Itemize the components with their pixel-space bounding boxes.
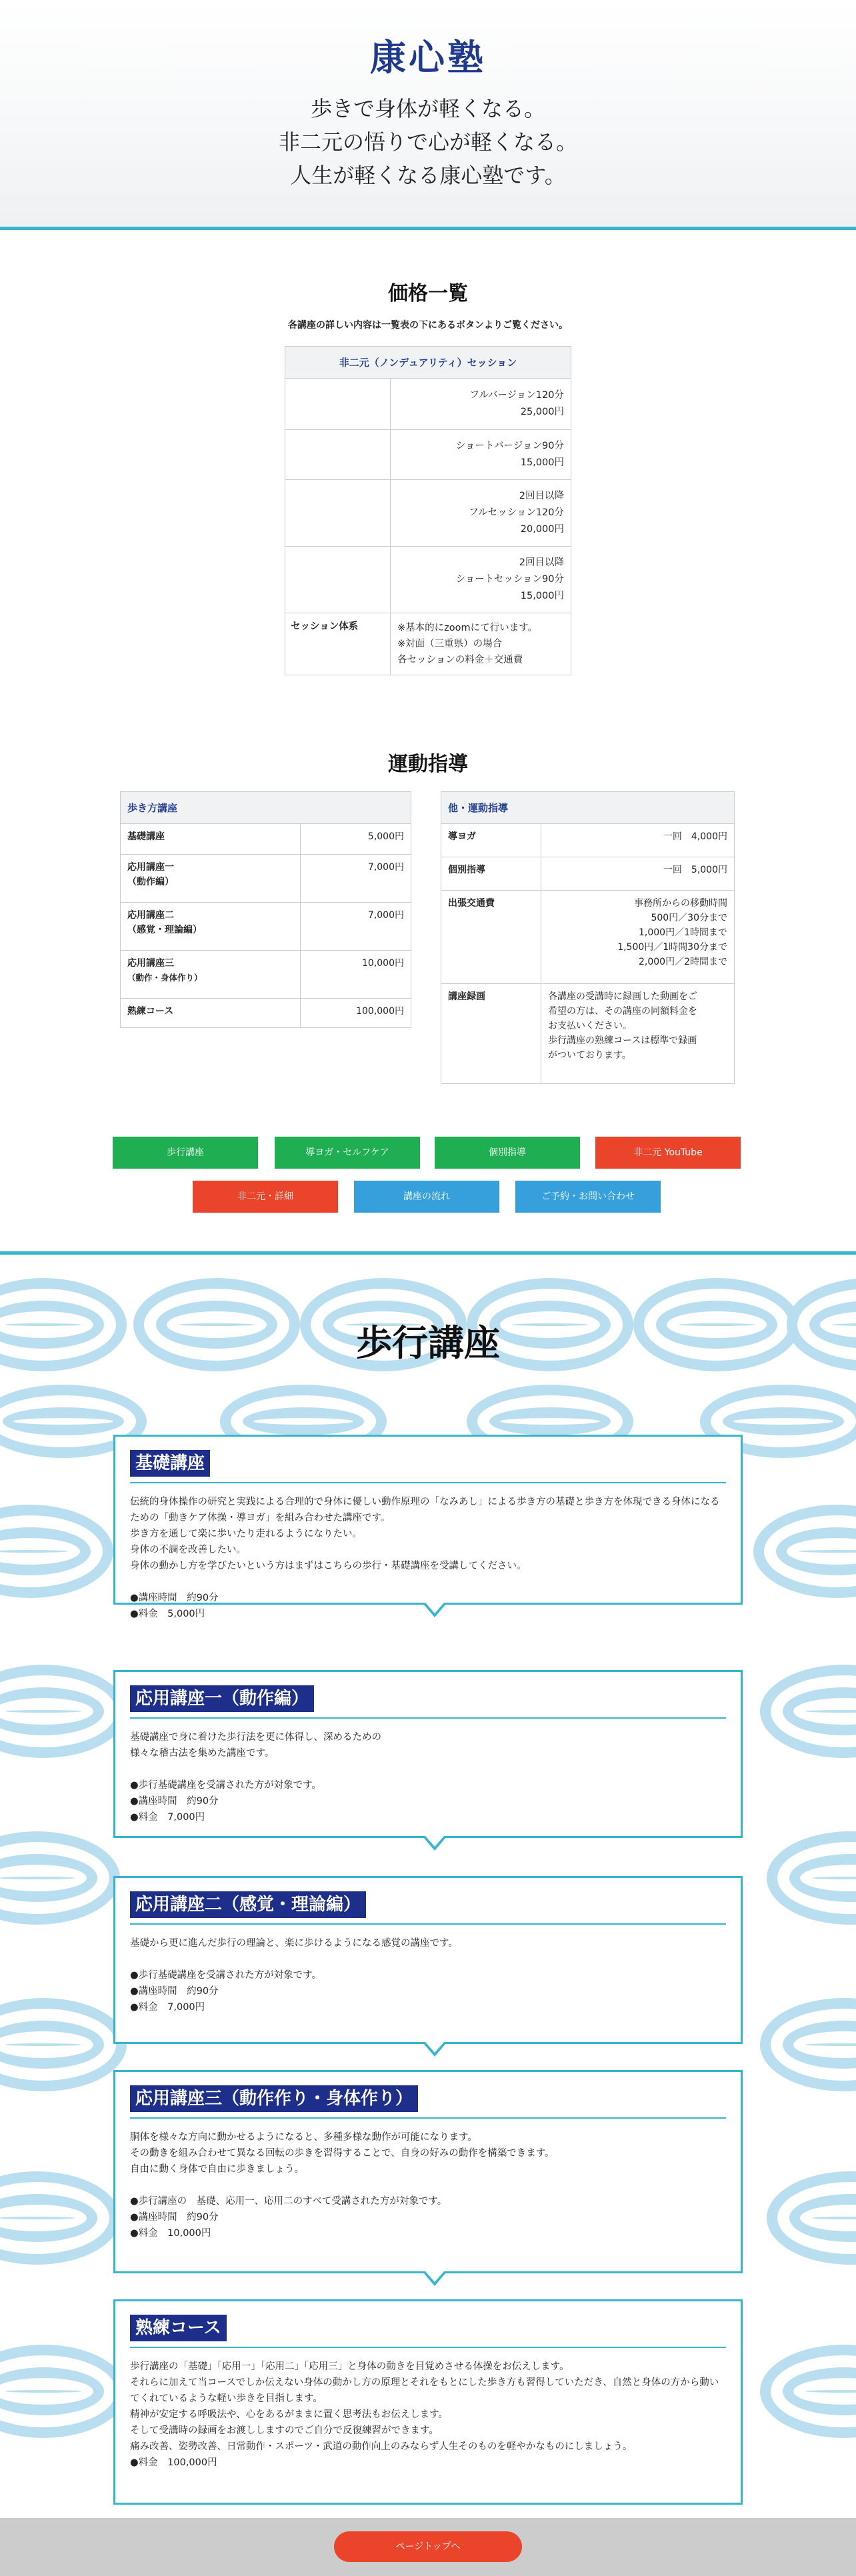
travel-line: 500円／30分まで bbox=[651, 913, 727, 923]
price-row-value bbox=[391, 547, 571, 613]
table-row bbox=[285, 613, 571, 675]
course-price: 100,000円 bbox=[301, 999, 411, 1028]
card-info: ●講座時間 約90分 bbox=[130, 2212, 219, 2223]
course-card-heading: 基礎講座 bbox=[130, 1450, 210, 1477]
card-info: ●歩行基礎講座を受講された方が対象です。 bbox=[130, 1780, 321, 1791]
video-line: がついております。 bbox=[548, 1050, 631, 1061]
video-description bbox=[541, 984, 735, 1084]
card-text: それらに加えて当コースでしか伝えない身体の動かし方の原理とそれをもとにした歩き方も習得していただき、自然と身体の方から動いてくれているような軽い歩きを目指します。 bbox=[130, 2377, 719, 2404]
price-row-value bbox=[391, 379, 571, 430]
price-note: 各講座の詳しい内容は一覧表の下にあるボタンよりご覧ください。 bbox=[288, 320, 568, 331]
divider bbox=[130, 1923, 726, 1925]
card-info: ●料金 10,000円 bbox=[130, 2228, 211, 2239]
course-label: 応用講座三 bbox=[127, 958, 174, 969]
price-row-value bbox=[391, 430, 571, 480]
price-amount: 15,000円 bbox=[520, 591, 564, 601]
course-card-basic bbox=[113, 1435, 743, 1619]
price-line: フルセッション120分 bbox=[469, 507, 564, 518]
card-text: そして受講時の録画をお渡ししますのでご自分で反復練習ができます。 bbox=[130, 2425, 439, 2436]
card-info: ●講座時間 約90分 bbox=[130, 1593, 219, 1603]
table-row bbox=[121, 903, 411, 951]
divider bbox=[130, 1717, 726, 1719]
course-flow-button[interactable]: 講座の流れ bbox=[354, 1181, 499, 1213]
price-amount: 20,000円 bbox=[520, 524, 564, 535]
hero-tagline-1: 歩きで身体が軽くなる。 bbox=[310, 96, 545, 121]
personal-guidance-button[interactable]: 個別指導 bbox=[435, 1137, 580, 1169]
price-table bbox=[285, 346, 571, 675]
price-row-value bbox=[391, 613, 571, 675]
walking-course-section bbox=[0, 1251, 856, 2518]
site-title: 康心塾 bbox=[370, 37, 486, 79]
price-line: ※基本的にzoomにて行います。 bbox=[397, 623, 537, 633]
course-label: 応用講座二 bbox=[127, 910, 174, 921]
course-name bbox=[121, 951, 301, 999]
price-line: 2回目以降 bbox=[519, 557, 564, 568]
course-card-applied-3 bbox=[113, 2070, 743, 2273]
card-text: その動きを組み合わせて異なる回転の歩きを習得することで、自身の好みの動作を構築できます。 bbox=[130, 2148, 555, 2159]
table-row bbox=[121, 824, 411, 855]
card-text: 自由に動く身体で自由に歩きましょう。 bbox=[130, 2164, 304, 2175]
footer bbox=[0, 2518, 856, 2576]
table-row bbox=[285, 379, 571, 430]
price-line: ※対面（三重県）の場合 bbox=[397, 639, 503, 649]
price-row-label: セッション体系 bbox=[285, 613, 391, 675]
personal-price: 一回 5,000円 bbox=[541, 857, 735, 891]
course-price: 10,000円 bbox=[301, 951, 411, 999]
price-amount: 15,000円 bbox=[520, 457, 564, 468]
course-card-applied-1 bbox=[113, 1670, 743, 1838]
card-text: 胴体を様々な方向に動かせるようになると、多種多様な動作が可能になります。 bbox=[130, 2132, 477, 2143]
course-card-heading: 応用講座二（感覚・理論編） bbox=[130, 1891, 366, 1918]
table-row bbox=[121, 999, 411, 1028]
course-card-expert bbox=[113, 2299, 743, 2505]
video-line: お支払いください。 bbox=[548, 1021, 632, 1031]
card-text: 痛み改善、姿勢改善、日常動作・スポーツ・武道の動作向上のみならず人生そのものを軽やかなものにしましょう。 bbox=[130, 2441, 633, 2452]
hero-tagline-2: 非二元の悟りで心が軽くなる。 bbox=[278, 129, 577, 155]
hero bbox=[0, 0, 856, 230]
course-buttons bbox=[0, 1137, 856, 1251]
table-row bbox=[285, 547, 571, 613]
table-row bbox=[121, 855, 411, 903]
other-price-table bbox=[441, 791, 735, 1084]
video-label: 講座録画 bbox=[441, 984, 541, 1084]
course-name bbox=[121, 903, 301, 951]
video-line: 各講座の受講時に録画した動画をご bbox=[548, 991, 697, 1002]
nondual-details-button[interactable]: 非二元・詳細 bbox=[193, 1181, 338, 1213]
walking-course-title: 歩行講座 bbox=[356, 1322, 500, 1364]
travel-line: 事務所からの移動時間 bbox=[634, 898, 727, 909]
price-table-header: 非二元（ノンデュアリティ）セッション bbox=[285, 347, 571, 379]
contact-button[interactable]: ご予約・お問い合わせ bbox=[515, 1181, 661, 1213]
course-sub: （動作編） bbox=[127, 877, 174, 887]
card-text: 基礎から更に進んだ歩行の理論と、楽に歩けるようになる感覚の講座です。 bbox=[130, 1938, 458, 1949]
exercise-title: 運動指導 bbox=[388, 753, 468, 776]
page-top-button[interactable]: ページトップへ bbox=[334, 2531, 522, 2562]
exercise-section bbox=[0, 747, 856, 1137]
walking-course-button[interactable]: 歩行講座 bbox=[113, 1137, 258, 1169]
card-info: ●講座時間 約90分 bbox=[130, 1796, 219, 1807]
card-info: ●講座時間 約90分 bbox=[130, 1986, 219, 1997]
card-info: ●料金 100,000円 bbox=[130, 2457, 217, 2468]
course-card-heading: 応用講座一（動作編） bbox=[130, 1685, 314, 1712]
travel-fees bbox=[541, 891, 735, 984]
course-sub: （感覚・理論編） bbox=[127, 925, 202, 935]
video-line: 歩行講座の熟練コースは標準で録画 bbox=[548, 1035, 697, 1046]
table-row bbox=[441, 857, 735, 891]
price-row-label bbox=[285, 379, 391, 430]
table-row bbox=[121, 951, 411, 999]
card-info: ●歩行基礎講座を受講された方が対象です。 bbox=[130, 1970, 321, 1981]
card-text: 伝統的身体操作の研究と実践による合理的で身体に優しい動作原理の「なみあし」による歩き方の基礎と歩き方を体現できる身体になるための「動きケア体操・導ヨガ」を組み合わせた講座です。 bbox=[130, 1497, 720, 1523]
table-row bbox=[441, 824, 735, 857]
table-row bbox=[441, 891, 735, 984]
price-line: フルバージョン120分 bbox=[469, 390, 564, 401]
table-row bbox=[285, 480, 571, 547]
table-row bbox=[285, 430, 571, 480]
yoga-selfcare-button[interactable]: 導ヨガ・セルフケア bbox=[275, 1137, 420, 1169]
card-text: 様々な稽古法を集めた講座です。 bbox=[130, 1748, 275, 1759]
course-label: 熟練コース bbox=[127, 1006, 174, 1017]
price-line: 各セッションの料金＋交通費 bbox=[397, 655, 523, 665]
course-card-heading: 応用講座三（動作作り・身体作り） bbox=[130, 2085, 418, 2112]
nondual-youtube-button[interactable]: 非二元 YouTube bbox=[595, 1137, 741, 1169]
card-info: ●歩行講座の 基礎、応用一、応用二のすべて受講された方が対象です。 bbox=[130, 2196, 447, 2207]
course-price: 7,000円 bbox=[301, 903, 411, 951]
video-line: 希望の方は、その講座の同額料金を bbox=[548, 1006, 697, 1017]
personal-label: 個別指導 bbox=[441, 857, 541, 891]
walking-price-table bbox=[120, 791, 411, 1028]
price-row-label bbox=[285, 480, 391, 547]
price-amount: 25,000円 bbox=[520, 407, 564, 417]
course-price: 5,000円 bbox=[301, 824, 411, 855]
other-table-header: 他・運動指導 bbox=[441, 792, 735, 824]
price-line: ショートセッション90分 bbox=[455, 574, 564, 585]
course-name bbox=[121, 824, 301, 855]
divider bbox=[130, 2347, 726, 2348]
price-row-value bbox=[391, 480, 571, 547]
price-line: ショートバージョン90分 bbox=[455, 441, 564, 451]
divider bbox=[0, 1251, 856, 1255]
course-label: 基礎講座 bbox=[127, 831, 165, 842]
card-text: 身体の不調を改善したい。 bbox=[130, 1545, 246, 1555]
yoga-label: 導ヨガ bbox=[441, 824, 541, 857]
price-line: 2回目以降 bbox=[519, 491, 564, 501]
travel-label: 出張交通費 bbox=[441, 891, 541, 984]
price-row-label bbox=[285, 430, 391, 480]
table-row bbox=[441, 984, 735, 1084]
course-label: 応用講座一 bbox=[127, 862, 174, 873]
card-text: 歩行講座の「基礎」「応用一」「応用二」「応用三」と身体の動きを目覚めさせる体操をお伝えします。 bbox=[130, 2361, 569, 2372]
hero-tagline-3: 人生が軽くなる康心塾です。 bbox=[290, 163, 566, 188]
course-price: 7,000円 bbox=[301, 855, 411, 903]
divider bbox=[130, 1482, 726, 1483]
price-title: 価格一覧 bbox=[388, 282, 468, 305]
price-row-label bbox=[285, 547, 391, 613]
card-text: 精神が安定する呼吸法や、心をあるがままに置く思考法もお伝えします。 bbox=[130, 2409, 449, 2420]
card-info: ●料金 7,000円 bbox=[130, 1812, 205, 1823]
course-name bbox=[121, 855, 301, 903]
price-section bbox=[0, 277, 856, 675]
travel-line: 1,000円／1時間まで bbox=[639, 927, 727, 938]
card-text: 基礎講座で身に着けた歩行法を更に体得し、深めるための bbox=[130, 1732, 381, 1743]
travel-line: 1,500円／1時間30分まで bbox=[617, 942, 727, 953]
card-info: ●料金 5,000円 bbox=[130, 1609, 205, 1619]
course-name bbox=[121, 999, 301, 1028]
card-text: 身体の動かし方を学びたいという方はまずはこちらの歩行・基礎講座を受講してください。 bbox=[130, 1561, 527, 1571]
card-text: 歩き方を通して楽に歩いたり走れるようになりたい。 bbox=[130, 1529, 362, 1539]
travel-line: 2,000円／2時間まで bbox=[639, 957, 727, 967]
course-card-heading: 熟練コース bbox=[130, 2315, 227, 2341]
card-info: ●料金 7,000円 bbox=[130, 2002, 205, 2013]
course-card-applied-2 bbox=[113, 1876, 743, 2044]
divider bbox=[130, 2117, 726, 2119]
yoga-price: 一回 4,000円 bbox=[541, 824, 735, 857]
walking-table-header: 歩き方講座 bbox=[121, 792, 411, 824]
course-sub: （動作・身体作り） bbox=[127, 973, 203, 983]
